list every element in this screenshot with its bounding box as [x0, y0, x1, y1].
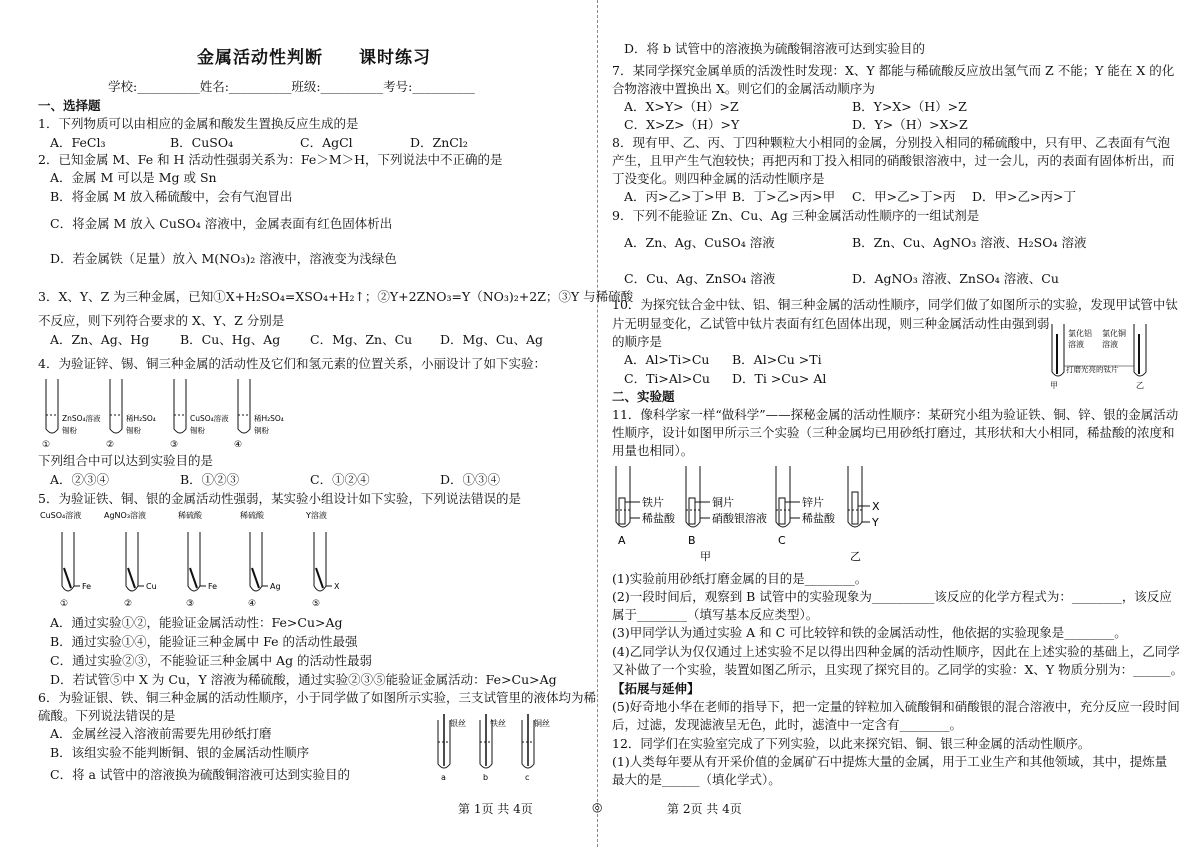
tube-1 [40, 510, 91, 609]
question-11-sub-2-line-2: 属于________（填写基本反应类型）。 [612, 607, 819, 622]
question-11-line-2: 性顺序，设计如图甲所示三个实验（三种金属均已用砂纸打磨过，其形状和大小相同，稀盐酸的浓度和 [612, 425, 1175, 440]
option-c: C．甲>乙>丁>丙 [852, 189, 956, 204]
tube-C [776, 466, 836, 547]
question-5-option-a: A．通过实验①②，能验证金属活动性：Fe>Cu>Ag [50, 615, 343, 630]
tube-C-letter: C [778, 534, 786, 547]
tube-b [480, 714, 506, 782]
tube-1 [42, 379, 101, 450]
tube-3-number: ③ [170, 440, 179, 450]
question-9-options-row1 [624, 234, 1167, 251]
question-11-sub-5-line-1: (5)好奇地小华在老师的指导下，把一定量的锌粒加入硫酸铜和硝酸银的混合溶液中，充分反应一段时间 [612, 699, 1180, 714]
figure-jia-caption: 甲 [700, 550, 711, 563]
option-c: C．①②④ [310, 472, 370, 487]
question-4: 4．为验证锌、锡、铜三种金属的活动性及它们和氢元素的位置关系，小丽设计了如下实验： [38, 356, 546, 371]
question-6-continued: 硫酸。下列说法错误的是 [38, 708, 176, 723]
tube-3-metal-label: 锡粉 [190, 426, 205, 435]
tube-1-number: ① [60, 599, 69, 609]
tube-2-number: ② [106, 440, 115, 450]
figure-yi-caption: 乙 [850, 550, 861, 563]
tube-3-solution-label: CuSO₄溶液 [190, 414, 229, 423]
option-d: D．①③④ [440, 472, 501, 487]
tube-3-solution-label: 稀硫酸 [178, 511, 202, 520]
question-5-option-b: B．通过实验①④，能验证三种金属中 Fe 的活动性最强 [50, 634, 358, 649]
option-c: C．X>Z>（H）>Y [624, 117, 740, 132]
question-3-options [50, 331, 590, 348]
tube-3-metal-label: Fe [208, 582, 218, 591]
tube-1-solution-label: CuSO₄溶液 [40, 511, 82, 520]
question-11-sub-3: (3)甲同学认为通过实验 A 和 C 可比较锌和铁的金属活动性，他依据的实验现象是________。 [612, 625, 1127, 640]
question-8-options [624, 188, 1167, 205]
tube-A-letter: A [618, 534, 626, 547]
question-11-sub-5-line-2: 后，过滤，发现滤液呈无色，此时，滤渣中一定含有________。 [612, 717, 963, 732]
tube-2-solution-label: 稀H₂SO₄ [126, 414, 156, 423]
tube-2-metal-label: 锡粉 [126, 426, 141, 435]
option-b: B．CuSO₄ [170, 135, 234, 150]
question-8-line-3: 丁没变化。则四种金属的活动性顺序是 [612, 171, 825, 186]
option-c: C．Ti>Al>Cu [624, 371, 710, 386]
extension-heading: 【拓展与延伸】 [612, 681, 700, 696]
tube-2-solution-label: AgNO₃溶液 [104, 511, 147, 520]
tube-yi [848, 466, 880, 529]
option-c: C．AgCl [300, 135, 353, 150]
question-2-option-b: B．将金属 M 放入稀硫酸中，会有气泡冒出 [50, 189, 293, 204]
student-info-line: 学校:__________姓名:__________班级:__________考号:__________ [108, 79, 475, 94]
tube-A-solution-label: 稀盐酸 [642, 512, 675, 525]
option-b: B．Cu、Hg、Ag [180, 332, 281, 347]
page-2-footer: 第 2页 共 4页 [667, 802, 742, 816]
question-10-figure [1044, 318, 1164, 390]
tube-4-solution-label: 稀H₂SO₄ [254, 414, 284, 423]
question-1-options [50, 134, 590, 151]
tube-4-number: ④ [248, 599, 257, 609]
option-b: B．丁>乙>丙>甲 [732, 189, 836, 204]
tube-2 [106, 379, 156, 450]
question-4-options [50, 471, 590, 488]
tube-4-number: ④ [234, 440, 243, 450]
question-11-sub-2-line-1: (2)一段时间后，观察到 B 试管中的实验现象为__________该反应的化学方程式为：________，该反应 [612, 589, 1172, 604]
question-8-line-1: 8．现有甲、乙、丙、丁四种颗粒大小相同的金属，分别投入相同的稀硫酸中，只有甲、乙表面有气泡 [612, 135, 1170, 150]
question-6-option-d: D．将 b 试管中的溶液换为硫酸铜溶液可达到实验目的 [624, 41, 925, 56]
question-6-option-c: C．将 a 试管中的溶液换为硫酸铜溶液可达到实验目的 [50, 767, 350, 782]
question-6-option-b: B．该组实验不能判断铜、银的金属活动性顺序 [50, 745, 310, 760]
tube-4-metal-label: 铜粉 [254, 426, 269, 435]
tube-yi-solution-label-2: 溶液 [1102, 340, 1118, 349]
question-3-continued: 不反应，则下列符合要求的 X、Y、Z 分别是 [38, 313, 285, 328]
question-7-options-row2 [624, 116, 1167, 133]
option-b: B．Y>X>（H）>Z [852, 99, 967, 114]
question-2-option-d: D．若金属铁（足量）放入 M(NO₃)₂ 溶液中，溶液变为浅绿色 [50, 251, 397, 266]
tube-5-number: ⑤ [312, 599, 321, 609]
page-1-footer: 第 1页 共 4页 [458, 802, 533, 816]
option-a: A．Al>Ti>Cu [624, 352, 710, 367]
option-a: A．Zn、Ag、Hg [50, 332, 150, 347]
section-heading-choice: 一、选择题 [38, 98, 101, 113]
tube-C-metal-label: 锌片 [802, 496, 824, 509]
question-7: 7．某同学探究金属单质的活泼性时发现：X、Y 都能与稀硫酸反应放出氢气而 Z 不能；Y 能在 X 的化 [612, 63, 1175, 78]
question-12-sub-1-line-1: (1)人类每年要从有开采价值的金属矿石中提炼大量的金属，用于工业生产和其他领域，其中，提炼量 [612, 754, 1168, 769]
tube-1-metal-label: Fe [82, 582, 92, 591]
tube-jia-solution-label-2: 溶液 [1068, 340, 1084, 349]
question-9: 9．下列不能验证 Zn、Cu、Ag 三种金属活动性顺序的一组试剂是 [612, 208, 980, 223]
tube-yi-label: 乙 [1136, 381, 1144, 390]
question-5-figure [38, 508, 378, 612]
left-page [38, 0, 634, 847]
question-6-figure [430, 712, 580, 784]
question-2-option-a: A．金属 M 可以是 Mg 或 Sn [50, 170, 217, 185]
tube-c-wire-label: 铜丝 [534, 719, 550, 728]
section-heading-experiment: 二、实验题 [612, 389, 675, 404]
question-9-options-row2 [624, 270, 1167, 287]
tube-C-solution-label: 稀盐酸 [802, 512, 835, 525]
option-c: C．Mg、Zn、Cu [310, 332, 413, 347]
tube-3 [170, 379, 229, 450]
question-2-option-c: C．将金属 M 放入 CuSO₄ 溶液中，金属表面有红色固体析出 [50, 216, 393, 231]
question-12: 12．同学们在实验室完成了下列实验，以此来探究铝、铜、银三种金属的活动性顺序。 [612, 736, 1091, 751]
question-11-sub-4-line-2: 又补做了一个实验，装置如图乙所示，且实现了探究目的。乙同学的实验：X、Y 物质分别为：______。 [612, 662, 1184, 677]
tube-a-wire-label: 银丝 [450, 719, 466, 728]
option-a: A．Zn、Ag、CuSO₄ 溶液 [624, 235, 775, 250]
option-a: A．X>Y>（H）>Z [624, 99, 739, 114]
tube-c [522, 714, 550, 782]
question-5-option-c: C．通过实验②③，不能验证三种金属中 Ag 的活动性最弱 [50, 653, 373, 668]
tube-2-number: ② [124, 599, 133, 609]
right-page [612, 0, 1184, 847]
tube-c-letter: c [525, 773, 530, 782]
page-divider [597, 0, 598, 847]
option-d: D．Mg、Cu、Ag [440, 332, 543, 347]
tube-B-letter: B [688, 534, 696, 547]
question-6-option-a: A．金属丝浸入溶液前需要先用砂纸打磨 [50, 726, 272, 741]
option-b: B．Al>Cu >Ti [732, 352, 822, 367]
option-b: B．①②③ [180, 472, 240, 487]
question-10-line-2: 片无明显变化，乙试管中钛片表面有红色固体出现，则三种金属活动性由强到弱 [612, 316, 1050, 331]
center-mark: ◎ [592, 800, 603, 814]
tube-b-letter: b [483, 773, 489, 782]
tube-1-solution-label: ZnSO₄溶液 [62, 414, 101, 423]
tube-1-metal-label: 锡粉 [62, 426, 77, 435]
question-2: 2．已知金属 M、Fe 和 H 活动性强弱关系为：Fe＞M＞H，下列说法中不正确的是 [38, 152, 503, 167]
document-title: 金属活动性判断 课时练习 [197, 48, 431, 68]
question-10-line-1: 10．为探究钛合金中钛、铝、铜三种金属的活动性顺序，同学们做了如图所示的实验，发现甲试管中钛 [612, 297, 1178, 312]
tube-a-letter: a [441, 773, 446, 782]
question-4-prompt: 下列组合中可以达到实验目的是 [38, 453, 214, 468]
question-7-continued: 合物溶液中置换出 X。则它们的金属活动顺序为 [612, 81, 875, 96]
tube-5-metal-label: X [334, 582, 340, 591]
tube-3 [178, 510, 217, 609]
tube-4 [240, 510, 281, 609]
question-5: 5．为验证铁、铜、银的金属活动性强弱，某实验小组设计如下实验，下列说法错误的是 [38, 491, 521, 506]
question-7-options-row1 [624, 98, 1167, 115]
tube-jia-solution-label-1: 氯化铝 [1068, 329, 1092, 338]
question-11-figure [612, 462, 912, 566]
option-d: D．AgNO₃ 溶液、ZnSO₄ 溶液、Cu [852, 271, 1059, 286]
option-d: D．ZnCl₂ [410, 135, 468, 150]
option-b: B．Zn、Cu、AgNO₃ 溶液、H₂SO₄ 溶液 [852, 235, 1087, 250]
question-12-sub-1-line-2: 最大的是______（填化学式）。 [612, 772, 781, 787]
question-11-sub-1: (1)实验前用砂纸打磨金属的目的是________。 [612, 571, 868, 586]
tube-a [438, 714, 466, 782]
tube-5-solution-label: Y溶液 [306, 511, 327, 520]
tube-yi-y-label: Y [872, 516, 879, 529]
question-11-line-1: 11．像科学家一样“做科学”——探秘金属的活动性顺序：某研究小组为验证铁、铜、锌、银的金属活动 [612, 407, 1179, 422]
tube-1-number: ① [42, 440, 51, 450]
tube-4 [234, 379, 284, 450]
option-a: A．FeCl₃ [50, 135, 106, 150]
question-6: 6．为验证银、铁、铜三种金属的活动性顺序，小于同学做了如图所示实验，三支试管里的液体均为稀 [38, 690, 596, 705]
tube-4-metal-label: Ag [270, 582, 281, 591]
tube-B-solution-label: 硝酸银溶液 [712, 512, 767, 525]
tube-A [616, 466, 676, 547]
tube-5 [305, 510, 340, 609]
question-3: 3．X、Y、Z 为三种金属，已知①X+H₂SO₄=XSO₄+H₂↑；②Y+2ZNO₃=Y（NO₃)₂+2Z；③Y 与稀硫酸 [38, 289, 634, 304]
titanium-sheet-label: 打磨光亮的钛片 [1066, 365, 1119, 374]
question-10-line-3: 的顺序是 [612, 334, 663, 349]
tube-yi-solution-label-1: 氯化铜 [1102, 329, 1126, 338]
tube-b-wire-label: 铁丝 [490, 719, 506, 728]
tube-2-metal-label: Cu [146, 582, 157, 591]
option-a: A．丙>乙>丁>甲 [624, 189, 727, 204]
option-d: D．甲>乙>丙>丁 [972, 189, 1076, 204]
tube-jia-label: 甲 [1050, 381, 1058, 390]
question-4-figure [38, 375, 338, 453]
question-8-line-2: 产生，且甲产生气泡较快；再把丙和丁投入相同的硝酸银溶液中，过一会儿，丙的表面有固体析出，而 [612, 153, 1175, 168]
tube-yi-x-label: X [872, 500, 880, 513]
option-d: D．Ti >Cu> Al [732, 371, 827, 386]
question-11-line-3: 用量也相同）。 [612, 443, 694, 458]
tube-4-solution-label: 稀硫酸 [240, 511, 264, 520]
option-d: D．Y>（H）>X>Z [852, 117, 968, 132]
tube-B-metal-label: 铜片 [712, 496, 734, 509]
tube-3-number: ③ [186, 599, 195, 609]
question-11-sub-4-line-1: (4)乙同学认为仅仅通过上述实验不足以得出四种金属的活动性顺序，因此在上述实验的基础上，乙同学 [612, 644, 1180, 659]
option-a: A．②③④ [50, 472, 110, 487]
tube-A-metal-label: 铁片 [642, 496, 664, 509]
tube-2 [104, 510, 157, 609]
option-c: C．Cu、Ag、ZnSO₄ 溶液 [624, 271, 776, 286]
tube-B [686, 466, 767, 547]
question-1: 1．下列物质可以由相应的金属和酸发生置换反应生成的是 [38, 116, 359, 131]
question-5-option-d: D．若试管⑤中 X 为 Cu，Y 溶液为稀硫酸，通过实验②③⑤能验证金属活动：Fe>Cu>Ag [50, 672, 557, 687]
